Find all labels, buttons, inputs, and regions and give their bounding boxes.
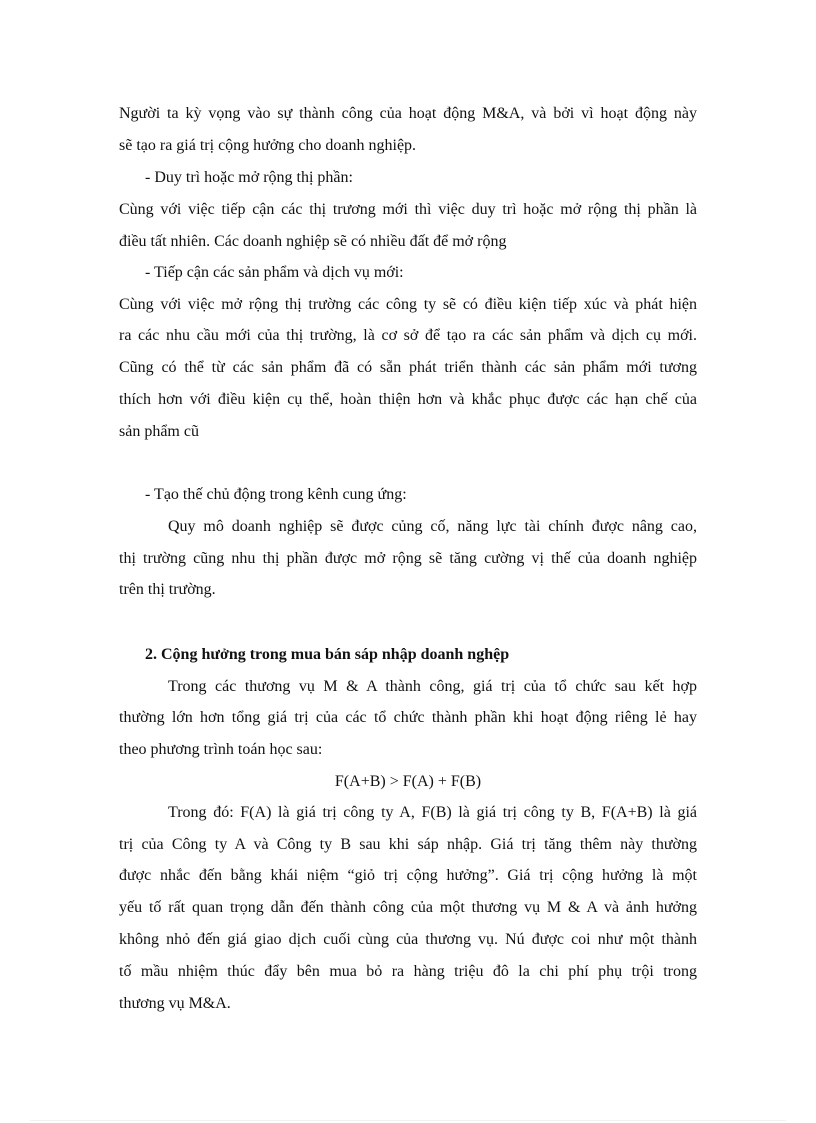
section-heading: 2. Cộng hưởng trong mua bán sáp nhập doanh nghệp — [145, 646, 510, 663]
bullet-heading: - Tiếp cận các sản phẩm và dịch vụ mới: — [145, 264, 404, 281]
paragraph-line: Trong các thương vụ M & A thành công, giá trị của tổ chức sau kết hợp — [168, 678, 697, 695]
paragraph-line: được nhắc đến bằng khái niệm “giỏ trị cộng hưởng”. Giá trị cộng hưởng là một — [119, 867, 697, 884]
paragraph-line: Quy mô doanh nghiệp sẽ được củng cố, năng lực tài chính được nâng cao, — [168, 518, 697, 535]
paragraph-line: yếu tố rất quan trọng dẫn đến thành công của một thương vụ M & A và ảnh hưởng — [119, 899, 697, 916]
paragraph-line: trên thị trường. — [119, 581, 216, 598]
paragraph-line: trị của Công ty A và Công ty B sau khi sáp nhập. Giá trị tăng thêm này thường — [119, 836, 697, 853]
formula: F(A+B) > F(A) + F(B) — [334, 773, 482, 790]
paragraph-line: thích hơn với điều kiện cụ thể, hoàn thiện hơn và khắc phục được các hạn chế của — [119, 391, 697, 408]
paragraph-line: thương vụ M&A. — [119, 995, 231, 1012]
paragraph-line: Trong đó: F(A) là giá trị công ty A, F(B) là giá trị công ty B, F(A+B) là giá — [168, 804, 697, 821]
paragraph-line: thị trường cũng nhu thị phần được mở rộng sẽ tăng cường vị thế của doanh nghiệp — [119, 550, 697, 567]
paragraph-line: không nhỏ đến giá giao dịch cuối cùng của thương vụ. Nú được coi như một thành — [119, 931, 697, 948]
paragraph-line: Người ta kỳ vọng vào sự thành công của hoạt động M&A, và bởi vì hoạt động này — [119, 105, 697, 122]
paragraph-line: tố mầu nhiệm thúc đẩy bên mua bỏ ra hàng triệu đô la chi phí phụ trội trong — [119, 963, 697, 980]
page-edge-divider — [30, 1120, 786, 1121]
paragraph-line: thường lớn hơn tổng giá trị của các tổ chức thành phần khi hoạt động riêng lẻ hay — [119, 709, 697, 726]
paragraph-line: sản phẩm cũ — [119, 423, 199, 440]
paragraph-line: điều tất nhiên. Các doanh nghiệp sẽ có nhiều đất để mở rộng — [119, 233, 507, 250]
paragraph-line: Cũng có thể từ các sản phẩm đã có sẵn phát triển thành các sản phẩm mới tương — [119, 359, 697, 376]
bullet-heading: - Duy trì hoặc mở rộng thị phần: — [145, 169, 353, 186]
paragraph-line: Cùng với việc tiếp cận các thị trương mới thì việc duy trì hoặc mở rộng thị phần là — [119, 201, 697, 218]
paragraph-line: ra các nhu cầu mới của thị trường, là cơ sở để tạo ra các sản phẩm và dịch cụ mới. — [119, 327, 697, 344]
paragraph-line: theo phương trình toán học sau: — [119, 741, 323, 758]
paragraph-line: sẽ tạo ra giá trị cộng hưởng cho doanh nghiệp. — [119, 137, 417, 154]
paragraph-line: Cùng với việc mở rộng thị trường các công ty sẽ có điều kiện tiếp xúc và phát hiện — [119, 296, 697, 313]
bullet-heading: - Tạo thế chủ động trong kênh cung ứng: — [145, 486, 407, 503]
